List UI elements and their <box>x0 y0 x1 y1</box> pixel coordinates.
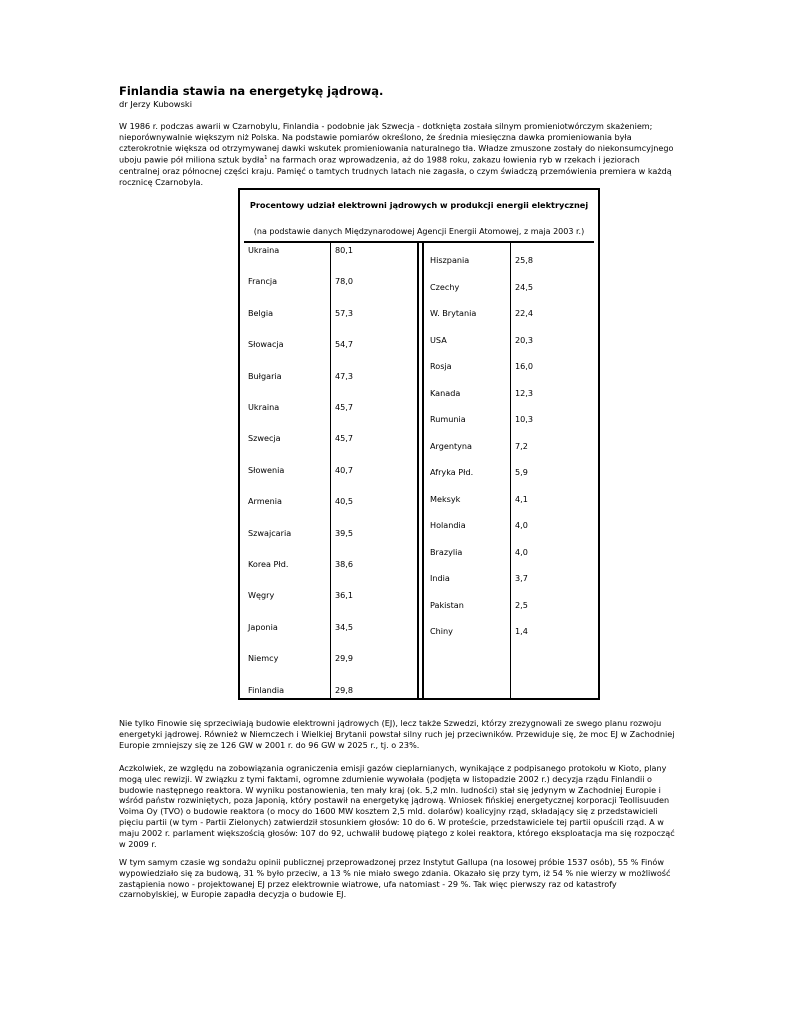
text-line: Nie tylko Finowie się sprzeciwiają budowie elektrowni jądrowych (EJ), lecz także Szwedzi, którzy zrezygnowali ze swego planu rozwoju <box>119 718 662 728</box>
table-cell-value: 12,3 <box>515 387 534 398</box>
table-cell-country: Czechy <box>430 281 460 292</box>
table-cell-value: 36,1 <box>335 590 354 601</box>
table-cell-country: Holandia <box>430 520 466 530</box>
text-line: pięciu partii (w tym - Partii Zielonych) zatwierdził stosunkiem głosów: 10 do 6. W proteście, przedstawiciele tej partii opuścili rząd. A w <box>119 816 664 827</box>
table-cell-country: Rosja <box>430 361 452 371</box>
text-line: czarnobylskiej, w Europie zapadła decyzja o budowie EJ. <box>119 889 347 900</box>
table-cell-country: Argentyna <box>430 440 473 451</box>
table-cell-country: Finlandia <box>248 684 285 695</box>
table-title: Procentowy udział elektrowni jądrowych w produkcji energii elektrycznej <box>249 200 589 210</box>
table-cell-value: 38,6 <box>335 559 354 569</box>
table-cell-country: India <box>430 573 450 583</box>
table-cell-country: Hiszpania <box>430 255 470 265</box>
text-line: Aczkolwiek, ze względu na zobowiązania ograniczenia emisji gazów cieplarnianych, wynikające z podpisanego protokołu w Kioto, plany <box>119 763 667 773</box>
table-cell-value: 57,3 <box>335 307 354 318</box>
table-cell-country: Węgry <box>248 590 275 601</box>
table-cell-country: Francja <box>248 276 278 287</box>
table-cell-value: 40,5 <box>335 496 354 507</box>
text-line: wypowiedziało się za budową, 31 % było przeciw, a 13 % nie miało swego zdania. Okazało się przy tym, iż 54 % nie wierzy w możliwość <box>119 867 671 878</box>
table-cell-value: 29,8 <box>335 684 354 695</box>
table-cell-value: 54,7 <box>335 339 354 350</box>
table-cell-value: 10,3 <box>515 414 534 424</box>
table-cell-country: Korea Płd. <box>248 559 289 569</box>
table-cell-country: Meksyk <box>430 493 461 504</box>
table-cell-value: 5,9 <box>515 467 528 477</box>
table-cell-country: Bułgaria <box>248 370 282 381</box>
table-cell-value: 25,8 <box>515 255 534 265</box>
article-author: dr Jerzy Kubowski <box>119 99 193 109</box>
table-divider <box>422 241 424 698</box>
article-title: Finlandia stawia na energetykę jądrową. <box>119 84 384 98</box>
paragraph-intro <box>119 121 679 187</box>
table-divider <box>417 241 419 698</box>
table-cell-country: Niemcy <box>248 653 279 664</box>
table-cell-value: 20,3 <box>515 334 534 345</box>
text-line: w 2009 r. <box>119 838 157 849</box>
table-cell-country: Kanada <box>430 387 461 398</box>
table-cell-value: 4,0 <box>515 520 528 530</box>
text-line: mogą ulec rewizji. W związku z tymi faktami, ogromne zdumienie wywołała (podjęta w listopadzie 2002 r.) decyzja rządu Finlandii o <box>119 773 653 784</box>
table-cell-value: 45,7 <box>335 433 354 444</box>
table-cell-value: 24,5 <box>515 281 534 292</box>
paragraph-opposition <box>119 718 679 750</box>
table-cell-country: W. Brytania <box>430 308 477 318</box>
text-line: energetyki jądrowej. Również w Niemczech i Wielkiej Brytanii powstał silny ruch jej przeciwników. Przewiduje się, że moc EJ w Zachodniej <box>119 728 675 739</box>
nuclear-share-table <box>238 188 600 700</box>
text-line: Voima Oy (TVO) o budowie reaktora (o mocy do 1600 MW kosztem 2,5 mld. dolarów) koalicyjny rząd, składający się z przedstawicieli <box>119 806 658 817</box>
table-cell-value: 39,5 <box>335 527 354 538</box>
text-line: nieporównywalnie większym niż Polska. Na podstawie pomiarów określono, że średnia miesięczna dawka promieniowania była <box>119 131 632 142</box>
text-line: W 1986 r. podczas awarii w Czarnobylu, Finlandia - podobnie jak Szwecja - dotknięta została silnym promieniotwórczym skażeniem; <box>119 121 653 131</box>
table-cell-value: 16,0 <box>515 361 534 371</box>
table-cell-country: Afryka Płd. <box>430 467 474 477</box>
table-cell-value: 22,4 <box>515 308 534 318</box>
text-line: czterokrotnie większa od otrzymywanej dawki wskutek promieniowania naturalnego tła. Władze zmuszone zostały do niekonsumcyjnego <box>119 142 674 153</box>
table-cell-value: 7,2 <box>515 440 528 451</box>
paragraph-decision <box>119 763 679 849</box>
table-cell-value: 47,3 <box>335 370 354 381</box>
table-cell-value: 80,1 <box>335 245 354 255</box>
text-line <box>119 153 679 165</box>
text-segment: uboju pawie pół miliona sztuk bydła <box>119 155 265 166</box>
table-cell-country: Japonia <box>248 621 278 632</box>
text-line: W tym samym czasie wg sondażu opinii publicznej przeprowadzonej przez Instytut Gallupa (na losowej próbie 1537 osób), 55 % Finów <box>119 857 664 867</box>
table-cell-country: Chiny <box>430 626 453 636</box>
table-cell-value: 34,5 <box>335 621 354 632</box>
table-cell-country: Armenia <box>248 496 282 507</box>
table-cell-country: Brazylia <box>430 546 463 557</box>
table-cell-country: Ukraina <box>248 402 280 412</box>
footnote-link[interactable]: 1 <box>264 155 268 162</box>
table-cell-country: Ukraina <box>248 245 280 255</box>
text-line: centralnej oraz północnej części kraju. Pamięć o tamtych trudnych latach nie zagasła, o czym świadczą przemówienia premiera w każdą <box>119 165 672 176</box>
table-cell-value: 40,7 <box>335 464 354 475</box>
text-line: zastąpienia nowo - projektowanej EJ przez elektrownie wiatrowe, ufa natomiast - 29 %. Tak więc pierwszy raz od katastrofy <box>119 878 617 889</box>
text-line: wśród państw rozwiniętych, poza Japonią, który postawił na energetykę jądrową. Wniosek fińskiej energetycznej korporacji Teollisuuden <box>119 795 670 806</box>
table-cell-value: 29,9 <box>335 653 354 664</box>
table-cell-value: 2,5 <box>515 599 528 610</box>
text-line: Europie zmniejszy się ze 126 GW w 2001 r. do 96 GW w 2025 r., tj. o 23%. <box>119 739 420 750</box>
table-column-right <box>426 241 596 698</box>
table-cell-country: Słowenia <box>248 464 285 475</box>
table-cell-value: 45,7 <box>335 402 354 412</box>
table-cell-value: 4,1 <box>515 493 528 504</box>
table-cell-country: Szwajcaria <box>248 527 292 538</box>
text-line: rocznicę Czarnobyla. <box>119 176 204 187</box>
text-line: maju 2002 r. parlament większością głosów: 107 do 92, uchwalił budowę piątego z kolei reaktora, którego eksploatacja ma się rozpocząć <box>119 827 675 838</box>
text-segment: na farmach oraz wprowadzenia, aż do 1988 roku, zakazu łowienia ryb w rzekach i jeziorach <box>270 155 640 166</box>
table-cell-value: 1,4 <box>515 626 528 636</box>
table-subtitle: (na podstawie danych Międzynarodowej Agencji Energii Atomowej, z maja 2003 r.) <box>253 226 585 236</box>
table-cell-country: USA <box>430 334 447 345</box>
table-cell-country: Słowacja <box>248 339 284 350</box>
table-cell-country: Belgia <box>248 307 274 318</box>
table-cell-value: 3,7 <box>515 573 528 583</box>
table-cell-country: Pakistan <box>430 599 464 610</box>
text-line: budowie następnego reaktora. W wyniku postanowienia, ten mały kraj (ok. 5,2 mln. ludności) stał się jedynym w Zachodniej Europie i <box>119 784 661 795</box>
table-cell-country: Rumunia <box>430 414 466 424</box>
table-cell-value: 78,0 <box>335 276 354 287</box>
table-cell-country: Szwecja <box>248 433 281 444</box>
table-cell-value: 4,0 <box>515 546 528 557</box>
paragraph-poll <box>119 857 679 900</box>
table-column-left <box>244 241 416 698</box>
